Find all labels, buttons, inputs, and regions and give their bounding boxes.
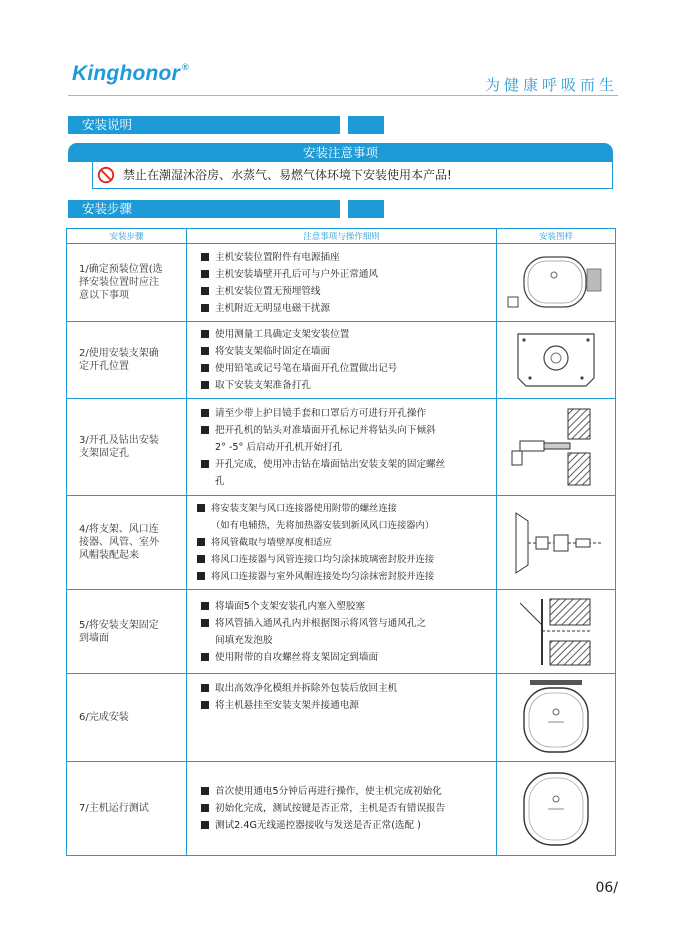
caution-text: 禁止在潮湿沐浴房、水蒸气、易燃气体环境下安装使用本产品! — [123, 168, 452, 182]
list-item: 把开孔机的钻头对准墙面开孔标记并将钻头向下倾斜 — [201, 422, 492, 439]
header-divider — [68, 95, 618, 96]
step-details — [187, 496, 497, 590]
step-label: 6/完成安装 — [67, 674, 187, 762]
section-bar-install-steps: 安装步骤 — [68, 200, 340, 218]
table-row — [67, 762, 616, 856]
list-item: 取下安装支架准备打孔 — [201, 377, 492, 394]
caution-box — [68, 143, 613, 189]
list-item: 初始化完成，测试按键是否正常，主机是否有错误报告 — [201, 800, 492, 817]
list-item: 主机安装位置附件有电源插座 — [201, 249, 492, 266]
step-figure — [497, 496, 616, 590]
list-item: 2° -5° 后启动开孔机开始打孔 — [215, 441, 343, 453]
page-number: 06/ — [595, 880, 618, 896]
step-figure — [497, 590, 616, 674]
table-row — [67, 590, 616, 674]
list-item: 主机安装墙壁开孔后可与户外正常通风 — [201, 266, 492, 283]
step-details — [187, 674, 497, 762]
step-details — [187, 762, 497, 856]
col-header-figure: 安装图样 — [497, 229, 616, 244]
bracket-icon — [506, 328, 606, 392]
list-item: 使用测量工具确定支架安装位置 — [201, 326, 492, 343]
device-icon — [506, 767, 606, 851]
caution-title: 安装注意事项 — [68, 143, 613, 162]
device-icon — [506, 251, 606, 315]
slogan: 为健康呼吸而生 — [484, 76, 618, 94]
list-item: 首次使用通电5分钟后再进行操作，使主机完成初始化 — [201, 783, 492, 800]
list-item: 将风口连接器与室外风帽连接处均匀涂抹密封胶并连接 — [197, 568, 492, 585]
caution-body — [92, 162, 613, 189]
list-item: 取出高效净化模组并拆除外包装后放回主机 — [201, 680, 492, 697]
list-item: 请至少带上护目镜手套和口罩后方可进行开孔操作 — [201, 405, 492, 422]
list-item: 将主机悬挂至安装支架并接通电源 — [201, 697, 492, 714]
section-bar-block — [348, 116, 384, 134]
table-row — [67, 322, 616, 399]
col-header-detail: 注意事项与操作细则 — [187, 229, 497, 244]
list-item: 孔 — [215, 475, 225, 487]
table-row — [67, 674, 616, 762]
step-details — [187, 322, 497, 399]
wall-mount-icon — [506, 595, 606, 669]
step-figure — [497, 762, 616, 856]
install-steps-table — [66, 228, 616, 856]
table-row — [67, 496, 616, 590]
device-icon — [506, 678, 606, 758]
section-bar-block — [348, 200, 384, 218]
list-item: 将安装支架临时固定在墙面 — [201, 343, 492, 360]
step-label: 7/主机运行测试 — [67, 762, 187, 856]
brand-logo: Kinghonor ® — [72, 62, 189, 85]
step-label: 2/使用安装支架确 定开孔位置 — [67, 322, 187, 399]
step-figure — [497, 399, 616, 496]
table-row — [67, 244, 616, 322]
list-item: 使用铅笔或记号笔在墙面开孔位置做出记号 — [201, 360, 492, 377]
drill-icon — [506, 405, 606, 489]
list-item: 将风管截取与墙壁厚度相适应 — [197, 534, 492, 551]
step-label: 3/开孔及钻出安装 支架固定孔 — [67, 399, 187, 496]
step-details — [187, 244, 497, 322]
list-item: 间填充发泡胶 — [215, 634, 273, 646]
step-figure — [497, 244, 616, 322]
list-item: 开孔完成，使用冲击钻在墙面钻出安装支架的固定螺丝 — [201, 456, 492, 473]
step-figure — [497, 322, 616, 399]
list-item: （如有电辅热，先将加热器安装到新风风口连接器内） — [211, 520, 435, 531]
step-details — [187, 590, 497, 674]
section-bar-install-notes: 安装说明 — [68, 116, 340, 134]
assembly-icon — [506, 503, 606, 583]
step-label: 4/将支架、风口连 接器、风管、室外 风帽装配起来 — [67, 496, 187, 590]
list-item: 将风管插入通风孔内并根据图示将风管与通风孔之 — [201, 615, 492, 632]
list-item: 将安装支架与风口连接器使用附带的螺丝连接 — [197, 500, 492, 517]
list-item: 将风口连接器与风管连接口均匀涂抹玻璃密封胶并连接 — [197, 551, 492, 568]
col-header-step: 安装步骤 — [67, 229, 187, 244]
step-label: 5/将安装支架固定 到墙面 — [67, 590, 187, 674]
list-item: 主机安装位置无预埋管线 — [201, 283, 492, 300]
step-label: 1/确定预装位置(选 择安装位置时应注 意以下事项 — [67, 244, 187, 322]
list-item: 使用附带的自攻螺丝将支架固定到墙面 — [201, 649, 492, 666]
no-entry-icon — [97, 166, 115, 184]
list-item: 主机附近无明显电磁干扰源 — [201, 300, 492, 317]
list-item: 将墙面5个支架安装孔内塞入塑胶塞 — [201, 598, 492, 615]
step-details — [187, 399, 497, 496]
list-item: 测试2.4G无线遥控器接收与发送是否正常(选配 ) — [201, 817, 492, 834]
step-figure — [497, 674, 616, 762]
table-row — [67, 399, 616, 496]
